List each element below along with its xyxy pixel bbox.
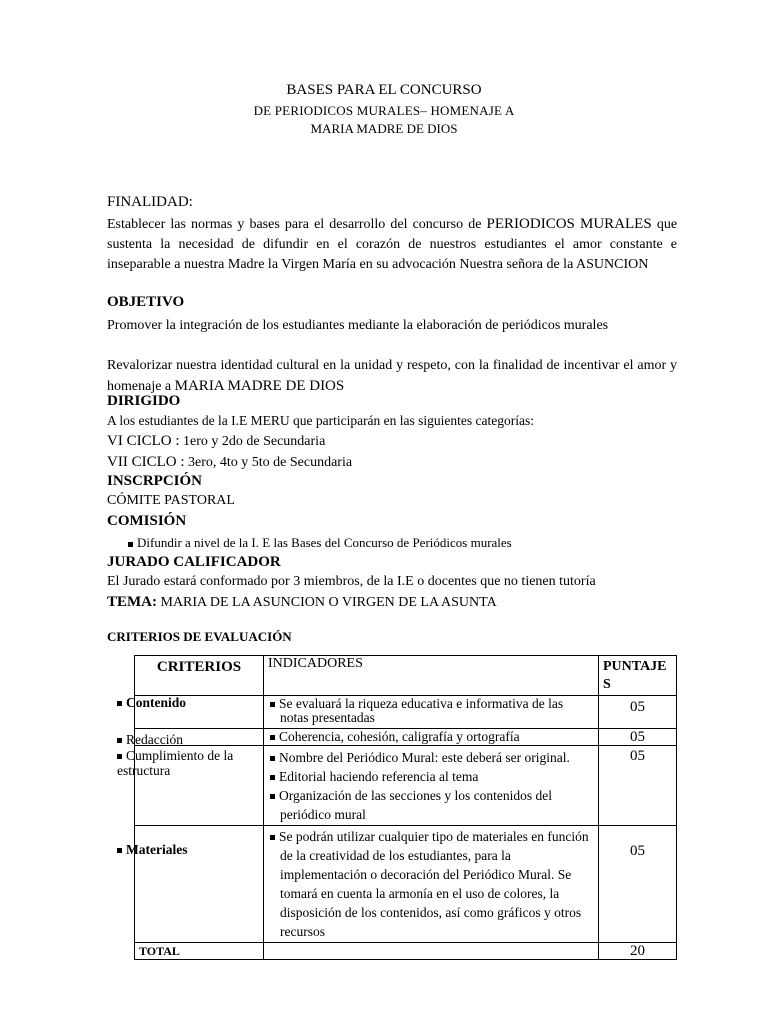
objetivo-heading: OBJETIVO <box>107 294 185 310</box>
dirigido-cat2: VII CICLO : 3ero, 4to y 5to de Secundaria <box>107 454 353 470</box>
document-title: BASES PARA EL CONCURSO <box>286 82 482 98</box>
finalidad-text: Establecer las normas y bases para el desarrollo del concurso de PERIODICOS MURALES que sustenta la necesidad de difundir en el corazón de nuestros estudiantes el amor constante e inseparable a nuestra Madre la Virgen María en su advocación Nuestra señora de la ASUNCION <box>107 216 678 272</box>
table-row <box>135 826 677 943</box>
inscripcion-value: CÓMITE PASTORAL <box>107 493 235 508</box>
criterio-materiales: Materiales <box>117 842 187 857</box>
criterios-heading: CRITERIOS DE EVALUACIÓN <box>107 629 292 644</box>
bullet-icon <box>270 775 275 780</box>
table-row <box>135 696 677 729</box>
document-subtitle: DE PERIODICOS MURALES– HOMENAJE A <box>253 103 515 118</box>
bullet-icon <box>117 701 122 706</box>
indicator-item: Editorial haciendo referencia al tema <box>268 767 594 786</box>
document-subtitle-line2: MARIA MADRE DE DIOS <box>310 121 458 136</box>
indicator-item: Se evaluará la riqueza educativa e informativa de las notas presentadas <box>268 697 594 725</box>
table-total-row <box>135 943 677 960</box>
bullet-icon <box>128 542 133 547</box>
indicator-item: Nombre del Periódico Mural: este deberá ser original. <box>268 748 594 767</box>
total-label: TOTAL <box>135 943 264 960</box>
comision-heading: COMISIÓN <box>107 513 187 529</box>
objetivo-p2: Revalorizar nuestra identidad cultural en la unidad y respeto, con la finalidad de incentivar el amor y homenaje a MARIA MADRE DE DIOS <box>107 358 677 394</box>
indicator-item: Se podrán utilizar cualquier tipo de materiales en función de la creatividad de los estudiantes, para la implementación o decoración del Periódico Mural. Se tomará en cuenta la armonía en el uso de colores, la disposición de los contenidos, así como gráficos y otros recursos <box>268 827 594 941</box>
col-criterios: CRITERIOS <box>135 656 264 696</box>
bullet-icon <box>117 848 122 853</box>
dirigido-cat1: VI CICLO : 1ero y 2do de Secundaria <box>107 433 326 449</box>
table-row <box>135 746 677 826</box>
puntaje-value: 05 <box>599 746 677 826</box>
col-indicadores: INDICADORES <box>264 656 599 696</box>
bullet-icon <box>270 835 275 840</box>
indicator-item: Organización de las secciones y los contenidos del periódico mural <box>268 786 594 824</box>
inscripcion-heading: INSCRPCIÓN <box>107 473 203 489</box>
bullet-icon <box>270 702 275 707</box>
criterio-estructura: Cumplimiento de la estructura <box>117 748 234 778</box>
puntaje-value: 05 <box>599 696 677 729</box>
criterios-table <box>134 655 677 960</box>
comision-item: Difundir a nivel de la I. E las Bases del Concurso de Periódicos murales <box>128 535 512 551</box>
bullet-icon <box>270 756 275 761</box>
objetivo-p1: Promover la integración de los estudiantes mediante la elaboración de periódicos murales <box>107 318 609 333</box>
col-puntaje: PUNTAJE S <box>599 656 677 696</box>
puntaje-value: 05 <box>599 729 677 746</box>
puntaje-value: 05 <box>599 826 677 943</box>
table-header-row <box>135 656 677 696</box>
bullet-icon <box>117 738 122 743</box>
jurado-heading: JURADO CALIFICADOR <box>107 554 281 570</box>
dirigido-intro: A los estudiantes de la I.E MERU que participarán en las siguientes categorías: <box>107 413 535 428</box>
jurado-text: El Jurado estará conformado por 3 miembros, de la I.E o docentes que no tienen tutoría <box>107 574 596 589</box>
tema-line: TEMA: MARIA DE LA ASUNCION O VIRGEN DE LA ASUNTA <box>107 594 497 610</box>
bullet-icon <box>270 735 275 740</box>
total-value: 20 <box>599 943 677 960</box>
criterio-redaccion: Redacción <box>117 732 183 747</box>
indicator-item: Coherencia, cohesión, caligrafía y ortografía <box>268 730 594 744</box>
finalidad-heading: FINALIDAD: <box>107 194 193 210</box>
criterio-contenido: Contenido <box>117 695 186 710</box>
table-row <box>135 729 677 746</box>
bullet-icon <box>117 754 122 759</box>
bullet-icon <box>270 794 275 799</box>
dirigido-heading: DIRIGIDO <box>107 393 181 409</box>
